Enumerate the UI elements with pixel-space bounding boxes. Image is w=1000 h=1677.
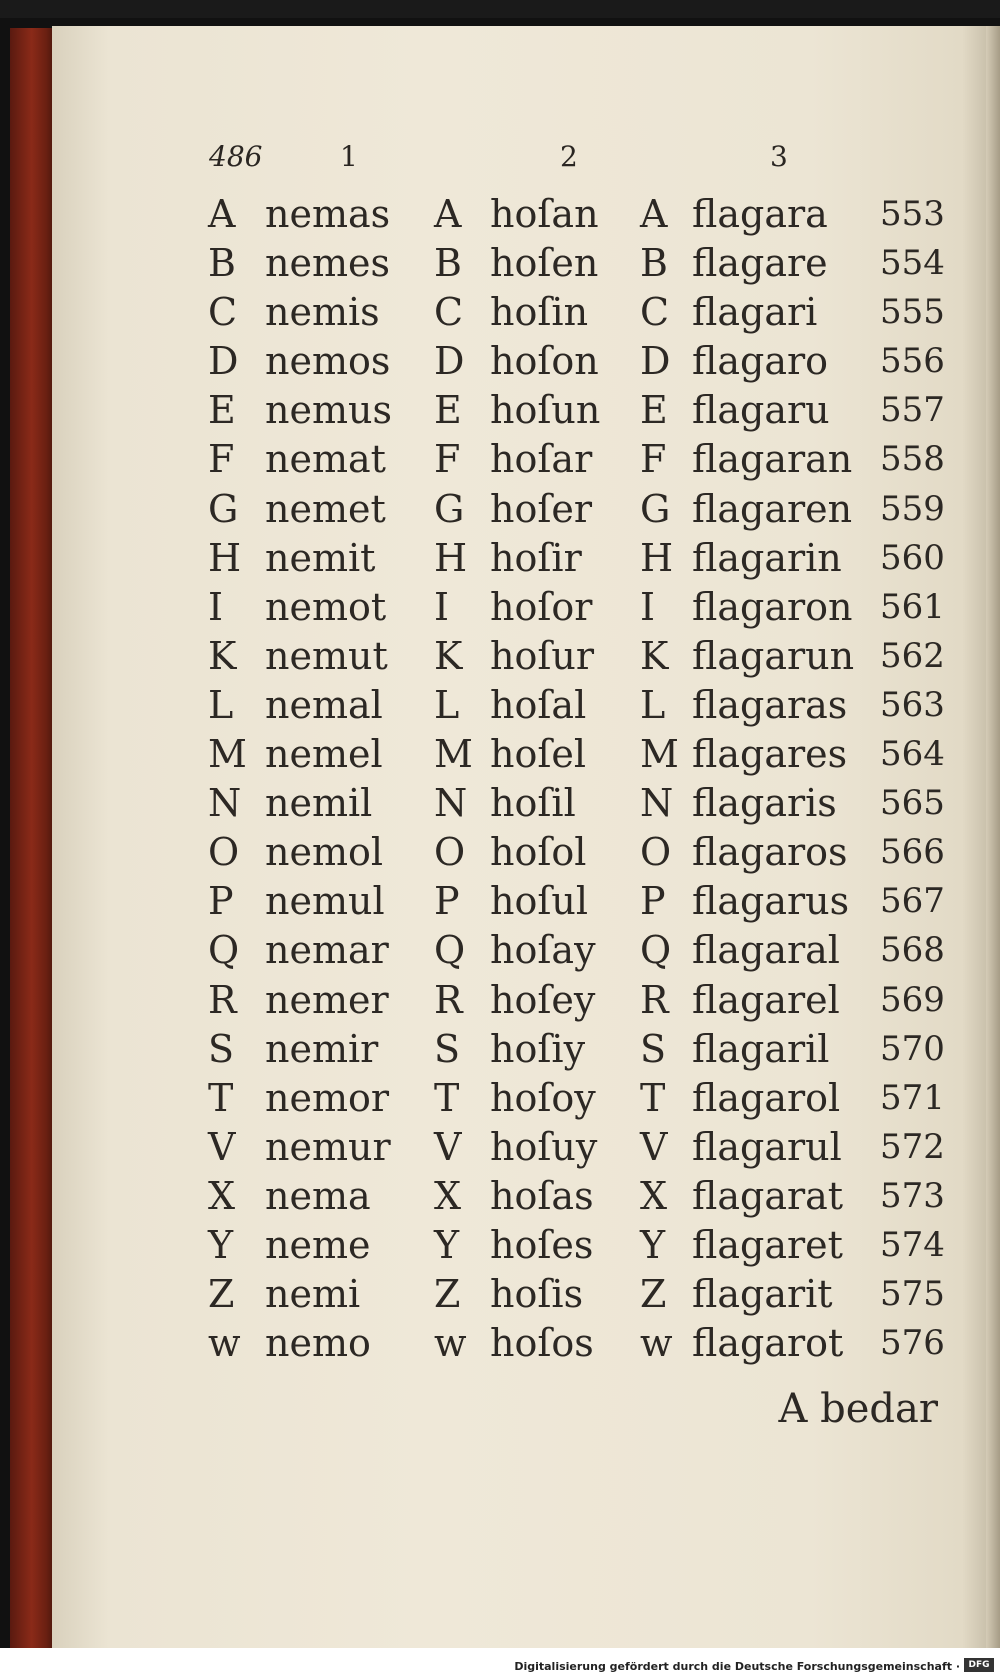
table-row	[0, 1319, 1000, 1368]
letter-col2: M	[434, 732, 473, 777]
code-number: 556	[880, 341, 945, 382]
letter-col1: G	[208, 486, 239, 531]
page-number: 486	[209, 140, 263, 173]
letter-col1: F	[208, 437, 235, 482]
table-row	[0, 386, 1000, 435]
table-row	[0, 485, 1000, 534]
table-row	[0, 435, 1000, 484]
word-col1: nemor	[265, 1075, 390, 1120]
cipher-table	[0, 190, 1000, 1368]
column-heading-1: 1	[340, 140, 358, 173]
word-col3: flagarus	[692, 879, 850, 924]
word-col1: nemil	[265, 781, 373, 826]
letter-col3: T	[640, 1075, 666, 1120]
letter-col1: C	[208, 290, 238, 335]
letter-col3: K	[640, 633, 669, 678]
letter-col3: I	[640, 584, 656, 629]
word-col3: flagaru	[692, 388, 830, 433]
letter-col1: w	[208, 1321, 241, 1366]
catchword: A bedar	[778, 1386, 938, 1432]
code-number: 571	[880, 1077, 945, 1118]
letter-col1: B	[208, 241, 236, 286]
letter-col3: Y	[640, 1222, 666, 1267]
code-number: 576	[880, 1323, 945, 1364]
letter-col1: L	[208, 682, 234, 727]
code-number: 557	[880, 390, 945, 431]
word-col3: flagarel	[692, 977, 840, 1022]
code-number: 563	[880, 684, 945, 725]
letter-col3: V	[640, 1124, 668, 1169]
word-col2: hoſin	[490, 290, 589, 335]
word-col3: flagaral	[692, 928, 840, 973]
word-col1: nemut	[265, 633, 388, 678]
letter-col3: M	[640, 732, 679, 777]
word-col1: nemi	[265, 1272, 361, 1317]
word-col1: nemos	[265, 339, 391, 384]
letter-col1: T	[208, 1075, 234, 1120]
word-col3: flagaret	[692, 1222, 843, 1267]
word-col3: flagari	[692, 290, 818, 335]
letter-col3: O	[640, 830, 672, 875]
column-heading-2: 2	[560, 140, 578, 173]
word-col2: hoſey	[490, 977, 596, 1022]
letter-col3: Z	[640, 1272, 667, 1317]
word-col2: hoſon	[490, 339, 599, 384]
word-col3: flagarun	[692, 633, 855, 678]
letter-col2: F	[434, 437, 461, 482]
letter-col2: H	[434, 535, 468, 580]
word-col3: flagaros	[692, 830, 848, 875]
word-col2: hoſer	[490, 486, 593, 531]
word-col2: hoſos	[490, 1321, 594, 1366]
word-col2: hoſur	[490, 633, 595, 678]
code-number: 570	[880, 1028, 945, 1069]
code-number: 559	[880, 488, 945, 529]
letter-col3: Q	[640, 928, 672, 973]
letter-col2: E	[434, 388, 462, 433]
letter-col1: K	[208, 633, 237, 678]
letter-col1: O	[208, 830, 240, 875]
letter-col1: Z	[208, 1272, 235, 1317]
word-col2: hoſil	[490, 781, 576, 826]
word-col3: flagarol	[692, 1075, 841, 1120]
word-col1: nema	[265, 1173, 371, 1218]
letter-col3: w	[640, 1321, 673, 1366]
letter-col3: A	[640, 192, 668, 236]
code-number: 555	[880, 292, 945, 333]
table-row	[0, 1074, 1000, 1123]
letter-col1: I	[208, 584, 224, 629]
letter-col1: V	[208, 1124, 236, 1169]
word-col2: hoſay	[490, 928, 596, 973]
letter-col3: B	[640, 241, 668, 286]
letter-col1: N	[208, 781, 242, 826]
page-header	[0, 140, 1000, 180]
word-col2: hoſuy	[490, 1124, 598, 1169]
table-row	[0, 779, 1000, 828]
word-col1: nemat	[265, 437, 386, 482]
table-row	[0, 632, 1000, 681]
word-col1: nemer	[265, 977, 389, 1022]
word-col3: flagarul	[692, 1124, 842, 1169]
code-number: 574	[880, 1224, 945, 1265]
letter-col1: E	[208, 388, 236, 433]
letter-col1: Q	[208, 928, 240, 973]
letter-col3: R	[640, 977, 669, 1022]
dfg-logo: DFG	[964, 1658, 994, 1672]
word-col1: nemol	[265, 830, 384, 875]
letter-col2: S	[434, 1026, 461, 1071]
letter-col2: D	[434, 339, 465, 384]
letter-col3: D	[640, 339, 671, 384]
letter-col1: Y	[208, 1222, 234, 1267]
word-col2: hoſan	[490, 192, 599, 236]
word-col2: hoſoy	[490, 1075, 596, 1120]
letter-col3: C	[640, 290, 670, 335]
word-col1: nemel	[265, 732, 383, 777]
table-row	[0, 1123, 1000, 1172]
word-col3: flagarat	[692, 1173, 844, 1218]
letter-col2: K	[434, 633, 463, 678]
word-col2: hoſun	[490, 388, 601, 433]
word-col1: nemar	[265, 928, 389, 973]
code-number: 568	[880, 930, 945, 971]
letter-col1: P	[208, 879, 234, 924]
word-col1: nemis	[265, 290, 380, 335]
table-row	[0, 730, 1000, 779]
letter-col2: O	[434, 830, 466, 875]
table-row	[0, 239, 1000, 288]
code-number: 573	[880, 1175, 945, 1216]
letter-col1: D	[208, 339, 239, 384]
code-number: 553	[880, 194, 945, 234]
letter-col2: G	[434, 486, 465, 531]
letter-col2: X	[434, 1173, 462, 1218]
table-row	[0, 288, 1000, 337]
word-col3: flagarit	[692, 1272, 833, 1317]
word-col2: hoſor	[490, 584, 593, 629]
word-col3: flagaro	[692, 339, 829, 384]
letter-col2: B	[434, 241, 462, 286]
table-row	[0, 828, 1000, 877]
word-col1: nemes	[265, 241, 390, 286]
word-col1: neme	[265, 1222, 371, 1267]
code-number: 564	[880, 734, 945, 775]
letter-col2: R	[434, 977, 463, 1022]
scan-border-top	[0, 0, 1000, 18]
letter-col2: Z	[434, 1272, 461, 1317]
letter-col3: H	[640, 535, 674, 580]
word-col1: nemul	[265, 879, 385, 924]
word-col3: flagara	[692, 192, 828, 236]
letter-col2: Q	[434, 928, 466, 973]
table-row	[0, 583, 1000, 632]
letter-col2: Y	[434, 1222, 460, 1267]
word-col2: hoſar	[490, 437, 593, 482]
code-number: 575	[880, 1274, 945, 1315]
table-row	[0, 1172, 1000, 1221]
code-number: 572	[880, 1126, 945, 1167]
table-row	[0, 926, 1000, 975]
word-col2: hoſol	[490, 830, 587, 875]
word-col2: hoſir	[490, 535, 582, 580]
table-row	[0, 1221, 1000, 1270]
letter-col1: M	[208, 732, 247, 777]
column-heading-3: 3	[770, 140, 788, 173]
word-col3: flagaron	[692, 584, 853, 629]
letter-col1: H	[208, 535, 242, 580]
word-col2: hoſis	[490, 1272, 584, 1317]
word-col3: flagaril	[692, 1026, 830, 1071]
letter-col2: N	[434, 781, 468, 826]
code-number: 562	[880, 635, 945, 676]
code-number: 569	[880, 979, 945, 1020]
word-col3: flagare	[692, 241, 828, 286]
word-col2: hoſen	[490, 241, 599, 286]
word-col2: hoſas	[490, 1173, 594, 1218]
word-col3: flagaris	[692, 781, 837, 826]
word-col1: nemot	[265, 584, 387, 629]
word-col3: flagaras	[692, 682, 848, 727]
code-number: 558	[880, 439, 945, 480]
letter-col1: R	[208, 977, 237, 1022]
letter-col2: L	[434, 682, 460, 727]
code-number: 566	[880, 832, 945, 873]
letter-col2: A	[434, 192, 462, 236]
digitization-credit: Digitalisierung gefördert durch die Deutsche Forschungsgemeinschaft ·	[514, 1660, 960, 1673]
letter-col2: I	[434, 584, 450, 629]
code-number: 560	[880, 537, 945, 578]
letter-col3: L	[640, 682, 666, 727]
word-col1: nemo	[265, 1321, 371, 1366]
word-col3: flagarin	[692, 535, 842, 580]
letter-col2: w	[434, 1321, 467, 1366]
table-row	[0, 337, 1000, 386]
word-col1: nemet	[265, 486, 386, 531]
letter-col1: A	[208, 192, 236, 236]
code-number: 554	[880, 243, 945, 284]
table-row	[0, 1025, 1000, 1074]
letter-col3: S	[640, 1026, 667, 1071]
letter-col1: S	[208, 1026, 235, 1071]
code-number: 561	[880, 586, 945, 627]
word-col2: hoſes	[490, 1222, 594, 1267]
word-col3: flagaren	[692, 486, 853, 531]
word-col1: nemir	[265, 1026, 379, 1071]
code-number: 567	[880, 881, 945, 922]
letter-col3: F	[640, 437, 667, 482]
code-number: 565	[880, 783, 945, 824]
letter-col2: C	[434, 290, 464, 335]
word-col3: flagarot	[692, 1321, 844, 1366]
word-col2: hoſal	[490, 682, 587, 727]
letter-col3: X	[640, 1173, 668, 1218]
table-row	[0, 877, 1000, 926]
table-row	[0, 681, 1000, 730]
word-col2: hoſul	[490, 879, 589, 924]
letter-col1: X	[208, 1173, 236, 1218]
letter-col2: V	[434, 1124, 462, 1169]
word-col1: nemas	[265, 192, 391, 236]
table-row	[0, 976, 1000, 1025]
letter-col3: N	[640, 781, 674, 826]
word-col2: hoſel	[490, 732, 587, 777]
letter-col3: P	[640, 879, 666, 924]
word-col1: nemal	[265, 682, 383, 727]
word-col1: nemit	[265, 535, 376, 580]
word-col1: nemus	[265, 388, 392, 433]
word-col1: nemur	[265, 1124, 391, 1169]
letter-col3: E	[640, 388, 668, 433]
table-row	[0, 1270, 1000, 1319]
word-col3: flagaran	[692, 437, 853, 482]
letter-col3: G	[640, 486, 671, 531]
table-row	[0, 534, 1000, 583]
letter-col2: T	[434, 1075, 460, 1120]
table-row	[0, 190, 1000, 239]
word-col3: flagares	[692, 732, 848, 777]
word-col2: hoſiy	[490, 1026, 586, 1071]
letter-col2: P	[434, 879, 460, 924]
